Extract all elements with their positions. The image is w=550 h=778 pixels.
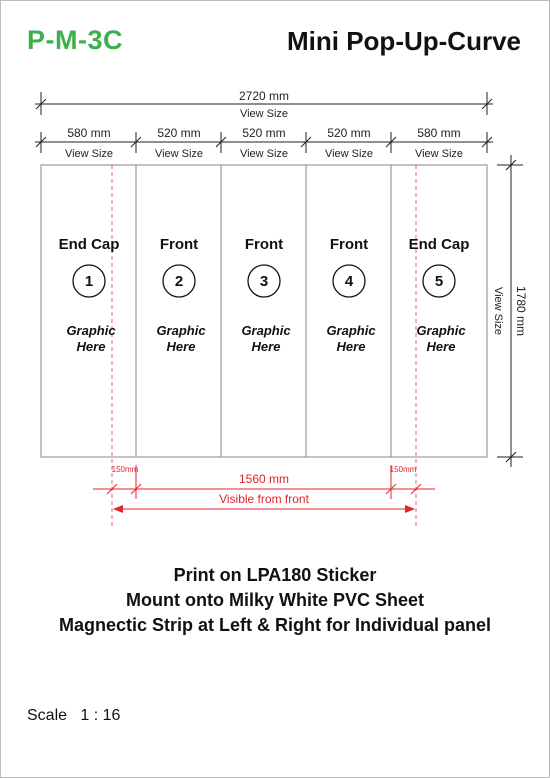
visible-width-label: 1560 mm: [238, 472, 290, 486]
panel-2-graphic-line1: Graphic: [156, 323, 206, 338]
panel-1-view-size: View Size: [64, 148, 114, 160]
panel-5-graphic-line1: Graphic: [416, 323, 466, 338]
panel-4-width-label: 520 mm: [327, 126, 371, 140]
panel-4-view-size: View Size: [324, 148, 374, 160]
panel-5-name: End Cap: [408, 236, 470, 253]
panel-4-graphic-line1: Graphic: [326, 323, 376, 338]
panel-1-number: 1: [84, 273, 94, 290]
panel-4-number: 4: [344, 273, 354, 290]
product-title: Mini Pop-Up-Curve: [287, 26, 521, 56]
panel-4-graphic-line2: Here: [336, 339, 366, 354]
overall-view-size-label: View Size: [239, 108, 289, 120]
production-notes: [1, 563, 549, 638]
panel-1-graphic-line2: Here: [76, 339, 106, 354]
visible-caption: Visible from front: [219, 492, 309, 506]
panel-1-name: End Cap: [58, 236, 120, 253]
panel-3-graphic-line1: Graphic: [241, 323, 291, 338]
panel-3-name: Front: [244, 236, 284, 253]
panel-3-width-label: 520 mm: [242, 126, 286, 140]
panel-2-view-size: View Size: [154, 148, 204, 160]
panel-3-graphic-line2: Here: [251, 339, 281, 354]
scale-label: Scale 1 : 16: [27, 707, 121, 724]
product-code: P-M-3C: [27, 25, 123, 55]
visible-offset-left-label: 150mm: [111, 465, 139, 474]
panel-4-name: Front: [329, 236, 369, 253]
panel-diagram: [1, 1, 549, 777]
panel-5-graphic-line2: Here: [426, 339, 456, 354]
panel-2-number: 2: [174, 273, 184, 290]
panel-outline: [41, 165, 487, 457]
panel-1-width-label: 580 mm: [67, 126, 111, 140]
overall-height-view-size: View Size: [492, 286, 504, 336]
visible-offset-right-label: 150mm: [389, 465, 417, 474]
overall-width-label: 2720 mm: [238, 89, 290, 103]
panel-5-number: 5: [434, 273, 444, 290]
panel-2-width-label: 520 mm: [157, 126, 201, 140]
panel-5-width-label: 580 mm: [417, 126, 461, 140]
note-magnetic-strip: Magnectic Strip at Left & Right for Individual panel: [58, 615, 492, 635]
panel-2-name: Front: [159, 236, 199, 253]
panel-5-view-size: View Size: [414, 148, 464, 160]
note-print: Print on LPA180 Sticker: [173, 565, 377, 585]
panel-3-view-size: View Size: [239, 148, 289, 160]
overall-height-label: 1780 mm: [514, 285, 528, 337]
panel-1-graphic-line1: Graphic: [66, 323, 116, 338]
panel-3-number: 3: [259, 273, 269, 290]
panel-2-graphic-line2: Here: [166, 339, 196, 354]
note-mount: Mount onto Milky White PVC Sheet: [126, 590, 424, 610]
